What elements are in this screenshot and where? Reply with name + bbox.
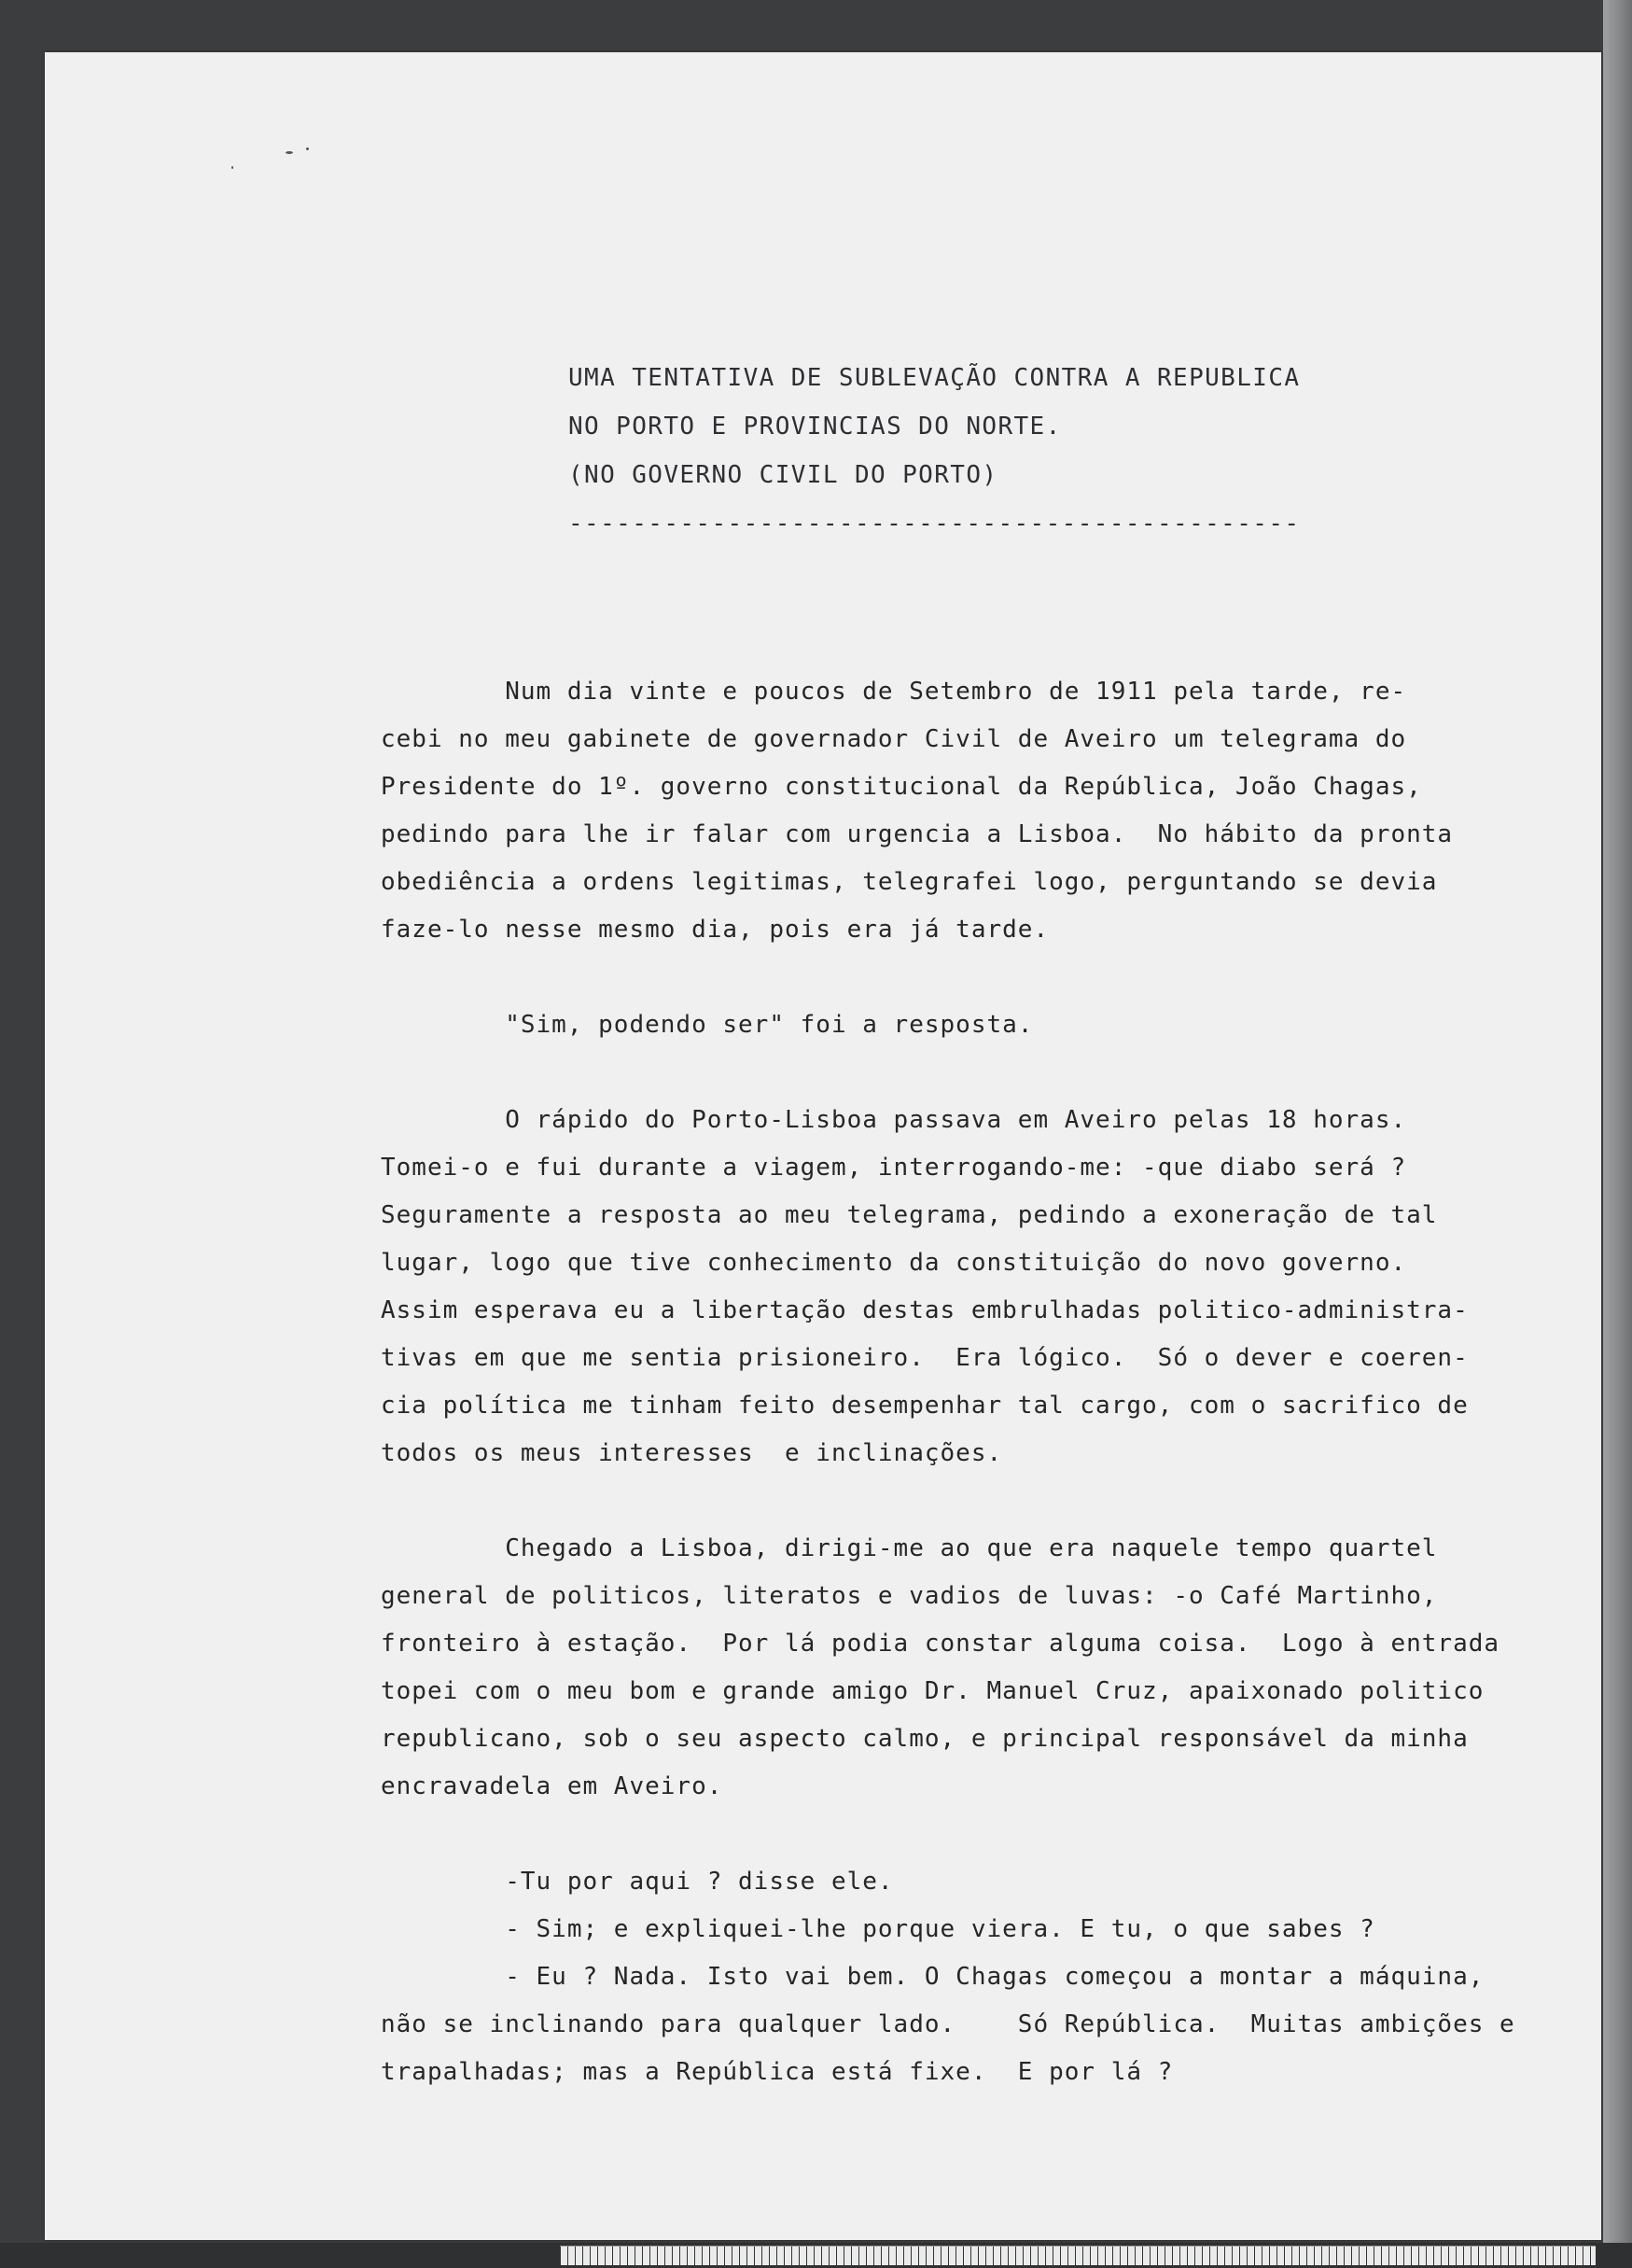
title-line: UMA TENTATIVA DE SUBLEVAÇÃO CONTRA A REPUBLICA (568, 364, 1301, 392)
text-line: Presidente do 1º. governo constitucional da República, João Chagas, (381, 773, 1422, 801)
text-line: - Sim; e expliquei-lhe porque viera. E tu, o que sabes ? (381, 1915, 1375, 1943)
text-line: Seguramente a resposta ao meu telegrama, pedindo a exoneração de tal (381, 1201, 1438, 1229)
text-line: republicano, sob o seu aspecto calmo, e principal responsável da minha (381, 1725, 1469, 1753)
paragraph-1 (381, 668, 1612, 954)
text-line: trapalhadas; mas a República está fixe. E por lá ? (381, 2058, 1174, 2086)
text-line: Assim esperava eu a libertação destas embrulhadas politico-administra- (381, 1296, 1469, 1324)
text-line: topei com o meu bom e grande amigo Dr. Manuel Cruz, apaixonado politico (381, 1677, 1485, 1705)
paragraph-5-dialogue (381, 1858, 1612, 2096)
paragraph-3 (381, 1097, 1612, 1477)
text-line: tivas em que me sentia prisioneiro. Era lógico. Só o dever e coeren- (381, 1344, 1469, 1372)
title-line: NO PORTO E PROVINCIAS DO NORTE. (568, 413, 1062, 441)
text-line: general de politicos, literatos e vadios de luvas: -o Café Martinho, (381, 1582, 1438, 1610)
paper-speck (306, 147, 309, 150)
text-line: encravadela em Aveiro. (381, 1772, 723, 1800)
text-line: cebi no meu gabinete de governador Civil de Aveiro um telegrama do (381, 725, 1407, 753)
paper-speck (286, 151, 293, 154)
text-line: lugar, logo que tive conhecimento da constituição do novo governo. (381, 1249, 1407, 1277)
text-line: Tomei-o e fui durante a viagem, interrogando-me: -que diabo será ? (381, 1154, 1407, 1182)
document-body (381, 668, 1612, 2096)
document-title (568, 354, 1300, 548)
paragraph-4 (381, 1525, 1612, 1811)
title-underline: ---------------------------------------------- (568, 510, 1301, 538)
typewritten-page (45, 52, 1601, 2240)
measurement-ruler (560, 2246, 1596, 2265)
text-line: Chegado a Lisboa, dirigi-me ao que era naquele tempo quartel (381, 1534, 1438, 1562)
paragraph-2 (381, 1001, 1612, 1049)
paper-speck (231, 166, 233, 169)
text-line: faze-lo nesse mesmo dia, pois era já tarde. (381, 916, 1050, 944)
text-line: cia política me tinham feito desempenhar tal cargo, com o sacrifico de (381, 1392, 1469, 1420)
text-line: fronteiro à estação. Por lá podia constar alguma coisa. Logo à entrada (381, 1630, 1500, 1658)
text-line: pedindo para lhe ir falar com urgencia a Lisboa. No hábito da pronta (381, 820, 1454, 848)
text-line: não se inclinando para qualquer lado. Só República. Muitas ambições e (381, 2010, 1515, 2038)
text-line: "Sim, podendo ser" foi a resposta. (381, 1011, 1034, 1039)
text-line: -Tu por aqui ? disse ele. (381, 1868, 894, 1896)
text-line: - Eu ? Nada. Isto vai bem. O Chagas começou a montar a máquina, (381, 1963, 1485, 1991)
text-line: O rápido do Porto-Lisboa passava em Aveiro pelas 18 horas. (381, 1106, 1407, 1134)
title-line: (NO GOVERNO CIVIL DO PORTO) (568, 461, 998, 489)
text-line: obediência a ordens legitimas, telegrafei logo, perguntando se devia (381, 868, 1438, 896)
text-line: todos os meus interesses e inclinações. (381, 1439, 1003, 1467)
text-line: Num dia vinte e poucos de Setembro de 1911 pela tarde, re- (381, 678, 1407, 706)
